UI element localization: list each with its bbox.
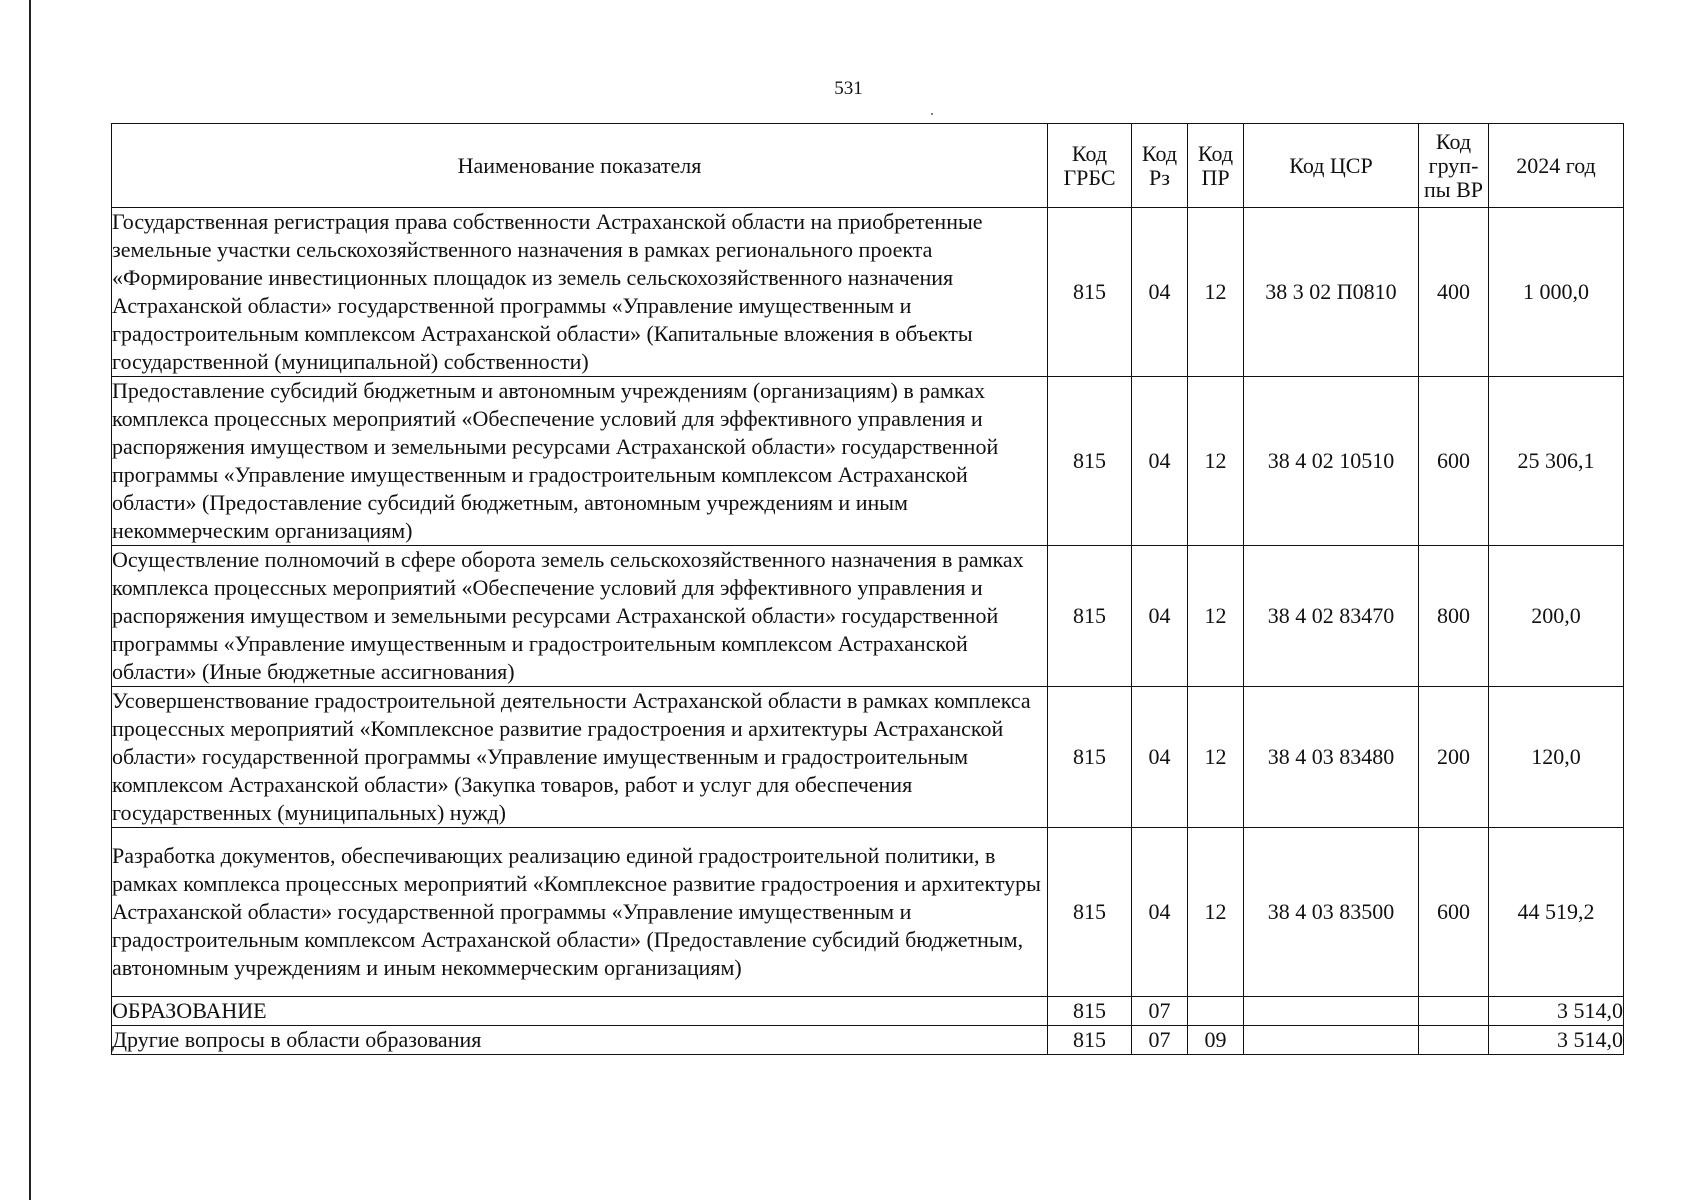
- header-grbs: Код ГРБС: [1048, 124, 1132, 208]
- row-rz: 04: [1132, 377, 1188, 546]
- page-number: 531: [834, 78, 863, 99]
- row-name: ОБРАЗОВАНИЕ: [112, 997, 1048, 1026]
- row-pr: 12: [1188, 828, 1244, 997]
- row-grbs: 815: [1048, 828, 1132, 997]
- table-row: [112, 1026, 1624, 1055]
- row-grbs: 815: [1048, 687, 1132, 828]
- row-sum: 25 306,1: [1489, 377, 1624, 546]
- row-name: Другие вопросы в области образования: [112, 1026, 1048, 1055]
- row-name: Предоставление субсидий бюджетным и автономным учреждениям (организациям) в рамках комплекса процессных мероприятий «Обеспечение условий для эффективного управления и распоряжения имуществом и земельными ресурсами Астраханской области» государственной программы «Управление имущественным и градостроительным комплексом Астраханской области» (Предоставление субсидий бюджетным, автономным учреждениям и иным некоммерческим организациям): [112, 377, 1048, 546]
- row-pr: 09: [1188, 1026, 1244, 1055]
- header-vr: Код груп-пы ВР: [1419, 124, 1489, 208]
- table-row: [112, 546, 1624, 687]
- row-sum: 44 519,2: [1489, 828, 1624, 997]
- row-vr: 200: [1419, 687, 1489, 828]
- row-rz: 04: [1132, 687, 1188, 828]
- row-pr: [1188, 997, 1244, 1026]
- header-rz: Код Рз: [1132, 124, 1188, 208]
- row-name: Усовершенствование градостроительной деятельности Астраханской области в рамках комплекса процессных мероприятий «Комплексное развитие градостроения и архитектуры Астраханской области» государственной программы «Управление имущественным и градостроительным комплексом Астраханской области» (Закупка товаров, работ и услуг для обеспечения государственных (муниципальных) нужд): [112, 687, 1048, 828]
- row-sum: 3 514,0: [1489, 1026, 1624, 1055]
- row-grbs: 815: [1048, 997, 1132, 1026]
- row-vr: 400: [1419, 208, 1489, 377]
- row-grbs: 815: [1048, 208, 1132, 377]
- row-pr: 12: [1188, 377, 1244, 546]
- table-row: [112, 997, 1624, 1026]
- row-csr: 38 4 03 83500: [1244, 828, 1419, 997]
- row-csr: 38 4 02 83470: [1244, 546, 1419, 687]
- row-csr: 38 4 03 83480: [1244, 687, 1419, 828]
- row-pr: 12: [1188, 687, 1244, 828]
- row-pr: 12: [1188, 546, 1244, 687]
- row-rz: 04: [1132, 208, 1188, 377]
- row-vr: 800: [1419, 546, 1489, 687]
- row-csr: 38 3 02 П0810: [1244, 208, 1419, 377]
- budget-table: [111, 123, 1624, 1055]
- table-row: [112, 687, 1624, 828]
- table-row: [112, 377, 1624, 546]
- header-row: [112, 124, 1624, 208]
- row-sum: 3 514,0: [1489, 997, 1624, 1026]
- row-rz: 04: [1132, 828, 1188, 997]
- row-sum: 120,0: [1489, 687, 1624, 828]
- row-vr: 600: [1419, 828, 1489, 997]
- row-name: Государственная регистрация права собственности Астраханской области на приобретенные земельные участки сельскохозяйственного назначения в рамках регионального проекта «Формирование инвестиционных площадок из земель сельскохозяйственного назначения Астраханской области» государственной программы «Управление имущественным и градостроительным комплексом Астраханской области» (Капитальные вложения в объекты государственной (муниципальной) собственности): [112, 208, 1048, 377]
- row-grbs: 815: [1048, 1026, 1132, 1055]
- row-name: Осуществление полномочий в сфере оборота земель сельскохозяйственного назначения в рамках комплекса процессных мероприятий «Обеспечение условий для эффективного управления и распоряжения имуществом и земельными ресурсами Астраханской области» государственной программы «Управление имущественным и градостроительным комплексом Астраханской области» (Иные бюджетные ассигнования): [112, 546, 1048, 687]
- binding-edge-line: [29, 0, 31, 1200]
- row-sum: 200,0: [1489, 546, 1624, 687]
- row-grbs: 815: [1048, 546, 1132, 687]
- row-csr: [1244, 997, 1419, 1026]
- row-rz: 04: [1132, 546, 1188, 687]
- row-sum: 1 000,0: [1489, 208, 1624, 377]
- row-grbs: 815: [1048, 377, 1132, 546]
- scan-speck: [931, 113, 933, 115]
- header-csr: Код ЦСР: [1244, 124, 1419, 208]
- row-pr: 12: [1188, 208, 1244, 377]
- row-csr: [1244, 1026, 1419, 1055]
- row-name: Разработка документов, обеспечивающих реализацию единой градостроительной политики, в рамках комплекса процессных мероприятий «Комплексное развитие градостроения и архитектуры Астраханской области» государственной программы «Управление имущественным и градостроительным комплексом Астраханской области» (Предоставление субсидий бюджетным, автономным учреждениям и иным некоммерческим организациям): [112, 828, 1048, 997]
- header-name: Наименование показателя: [112, 124, 1048, 208]
- header-pr: Код ПР: [1188, 124, 1244, 208]
- table-row: [112, 208, 1624, 377]
- row-vr: 600: [1419, 377, 1489, 546]
- row-rz: 07: [1132, 997, 1188, 1026]
- row-rz: 07: [1132, 1026, 1188, 1055]
- row-vr: [1419, 997, 1489, 1026]
- table-row: [112, 828, 1624, 997]
- row-vr: [1419, 1026, 1489, 1055]
- row-csr: 38 4 02 10510: [1244, 377, 1419, 546]
- header-year: 2024 год: [1489, 124, 1624, 208]
